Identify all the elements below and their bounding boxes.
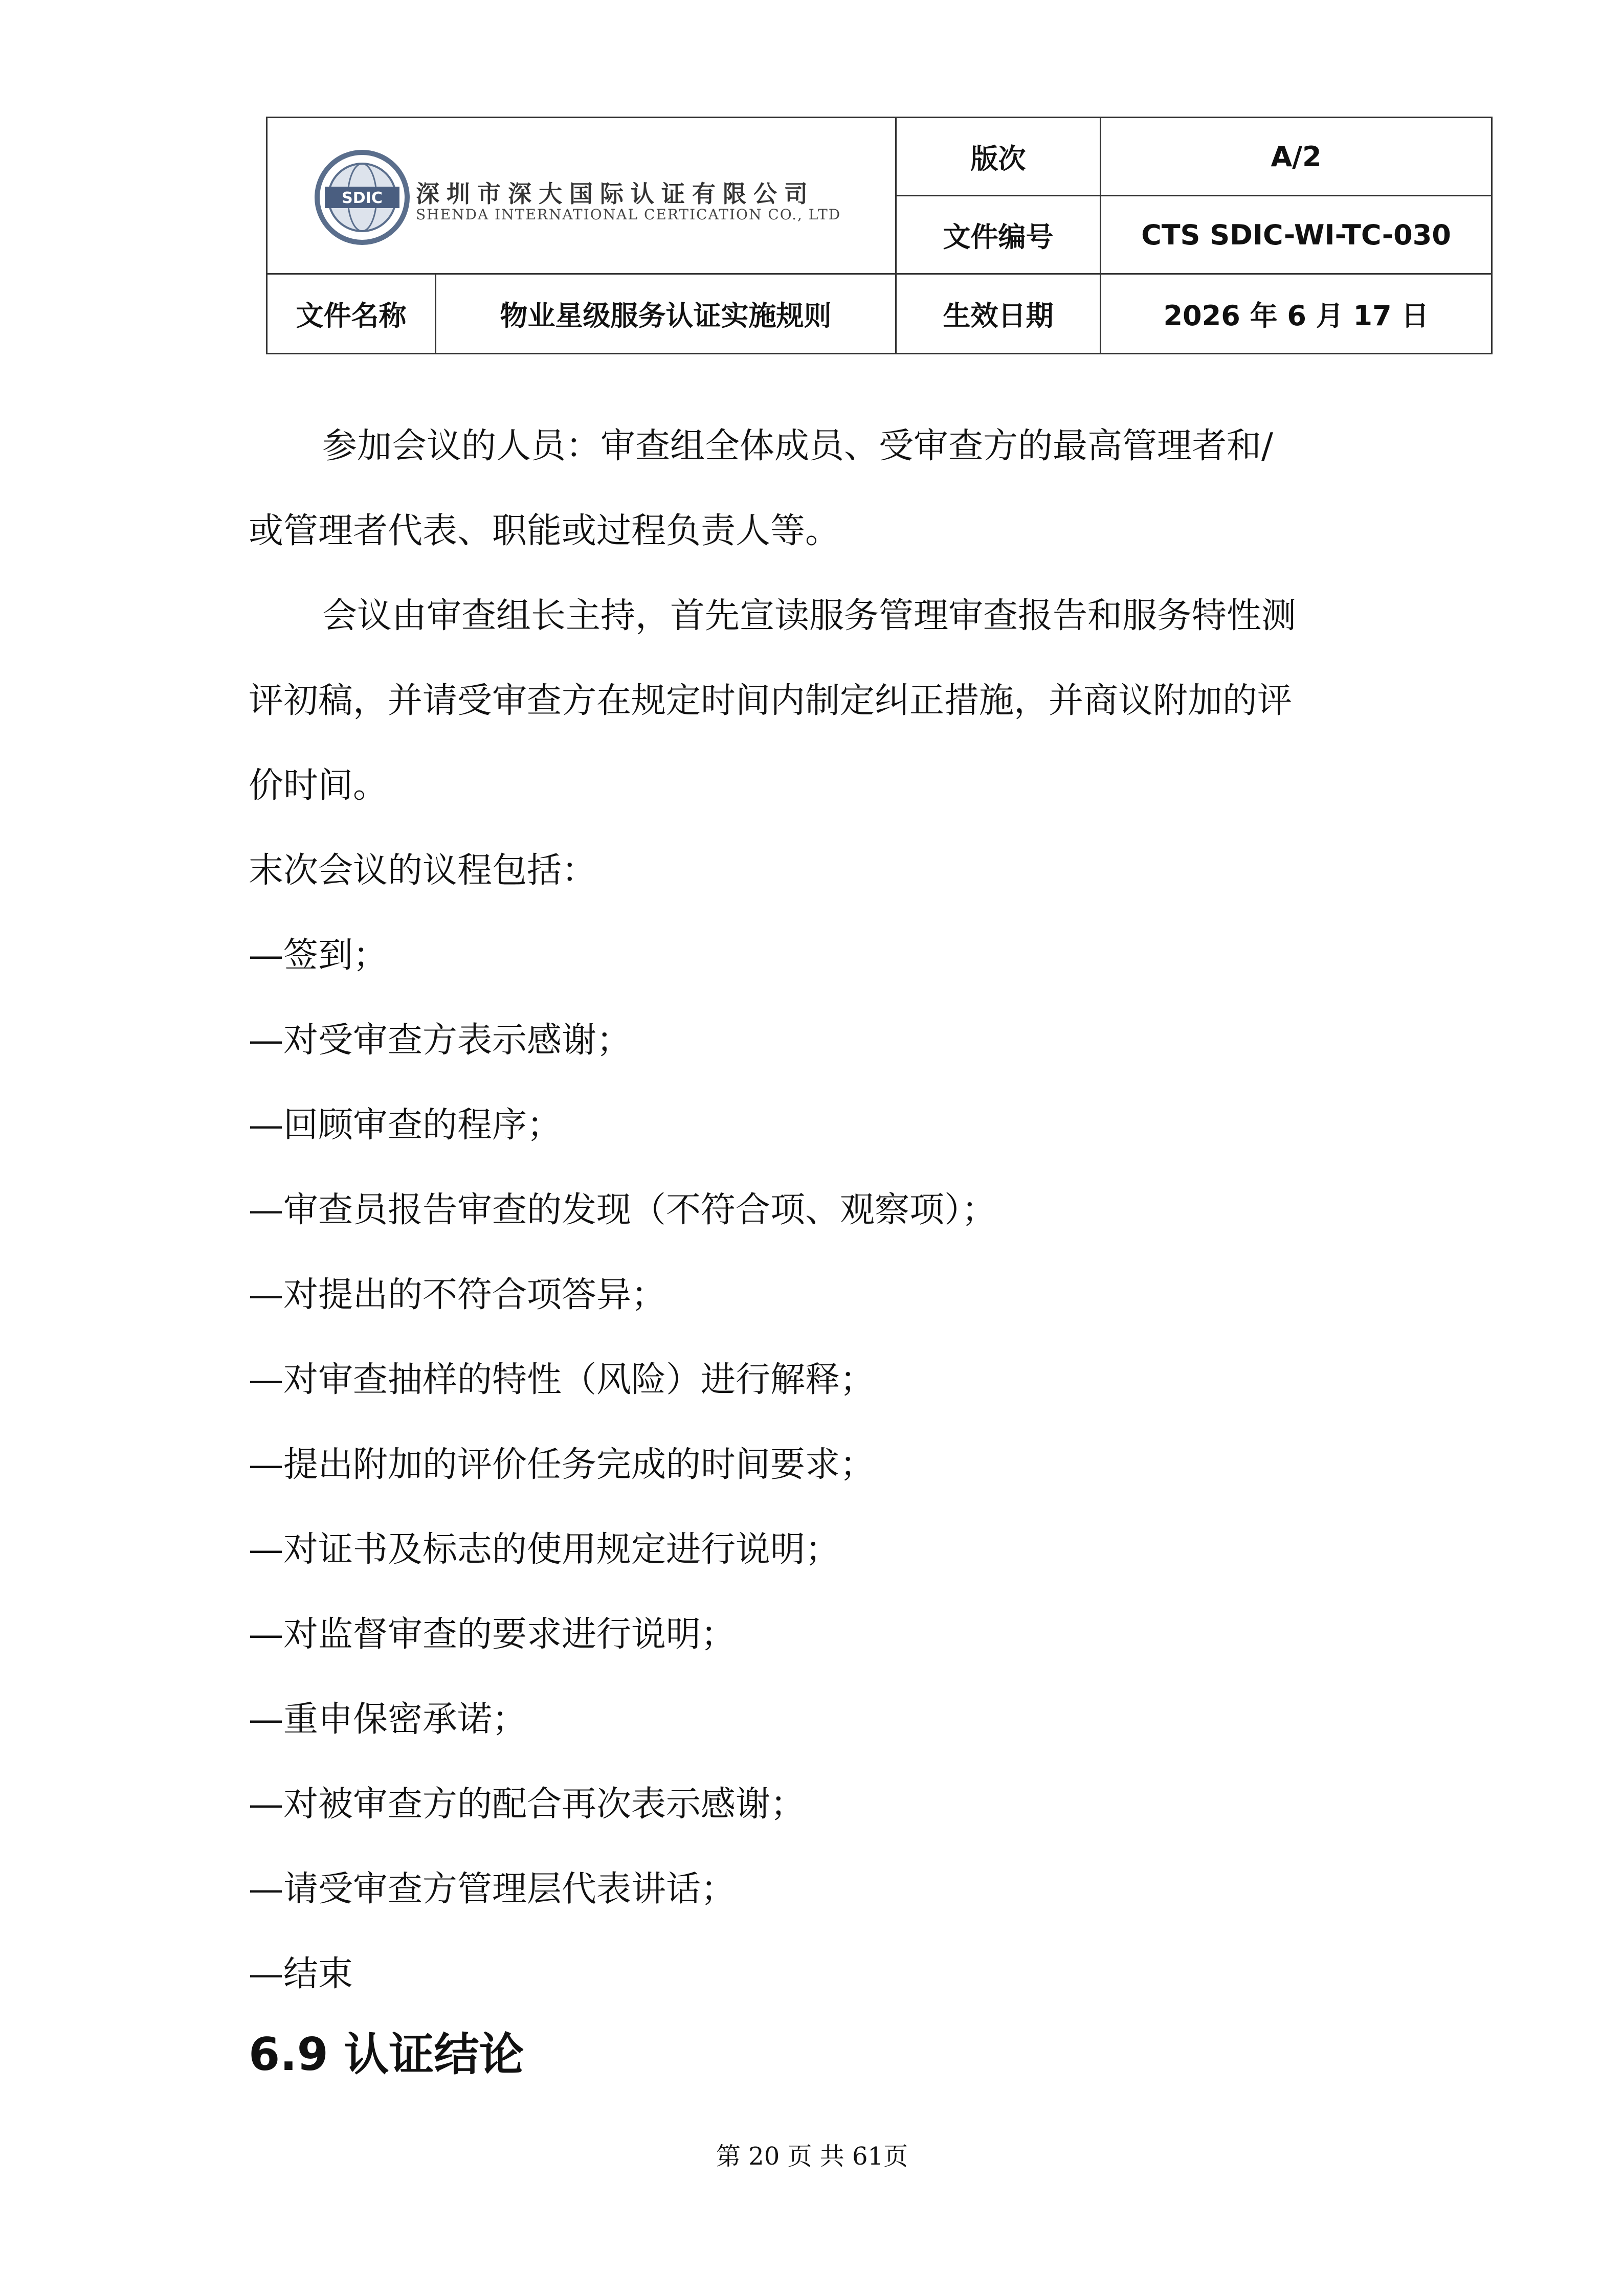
page-footer: 第 20 页 共 61页 [716,2142,908,2171]
document-header-table [266,117,1493,354]
svg-text:SDIC: SDIC [342,189,383,207]
paragraph-line: 会议由审查组长主持，首先宣读服务管理审查报告和服务特性测 [322,596,1297,636]
agenda-item: —审查员报告审查的发现（不符合项、观察项）； [249,1190,997,1230]
agenda-item: —回顾审查的程序； [249,1105,562,1145]
paragraph-line: 或管理者代表、职能或过程负责人等。 [249,511,840,551]
agenda-item: —对审查抽样的特性（风险）进行解释； [249,1360,875,1400]
company-seal-logo [314,149,411,246]
doc-name-value: 物业星级服务认证实施规则 [436,274,896,354]
agenda-item: —对监督审查的要求进行说明； [249,1614,736,1655]
body-text [249,404,1399,2017]
paragraph-line: 价时间。 [249,766,388,806]
version-value: A/2 [1101,118,1492,196]
agenda-item: —对受审查方表示感谢； [249,1020,632,1061]
doc-number-label: 文件编号 [896,196,1101,274]
agenda-intro: 末次会议的议程包括： [249,850,597,891]
company-name-cn: 深圳市深大国际认证有限公司 [416,180,815,208]
section-heading: 6.9 认证结论 [249,2028,524,2081]
company-logo-cell [267,118,896,274]
agenda-item: —结束 [249,1954,353,1994]
version-label: 版次 [896,118,1101,196]
agenda-item: —对提出的不符合项答异； [249,1275,666,1315]
effective-date-value: 2026 年 6 月 17 日 [1101,274,1492,354]
doc-name-label: 文件名称 [267,274,436,354]
agenda-item: —重申保密承诺； [249,1699,527,1740]
effective-date-label: 生效日期 [896,274,1101,354]
agenda-item: —对被审查方的配合再次表示感谢； [249,1784,806,1825]
agenda-item: —对证书及标志的使用规定进行说明； [249,1529,840,1570]
company-name-en: SHENDA INTERNATIONAL CERTICATION CO., LTD [416,206,841,223]
agenda-item: —提出附加的评价任务完成的时间要求； [249,1445,875,1485]
agenda-item: —请受审查方管理层代表讲话； [249,1869,736,1909]
paragraph-line: 评初稿，并请受审查方在规定时间内制定纠正措施，并商议附加的评 [249,681,1293,721]
doc-number-value: CTS SDIC-WI-TC-030 [1101,196,1492,274]
paragraph-line: 参加会议的人员：审查组全体成员、受审查方的最高管理者和/ [322,426,1273,466]
agenda-item: —签到； [249,935,388,976]
